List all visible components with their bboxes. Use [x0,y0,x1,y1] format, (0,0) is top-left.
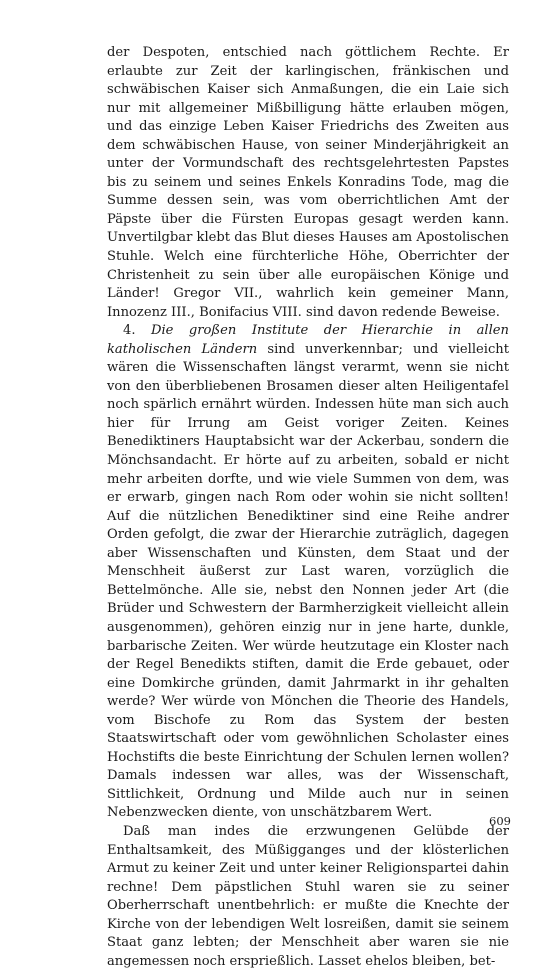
section-number: 4. [123,323,136,339]
book-page-text [107,44,509,971]
paragraph-geluebde: Daß man indes die erzwungenen Gelübde der Enthaltsamkeit, des Müßigganges und der klösterlichen Armut zu keiner Zeit und unter keiner Religionspartei dahin rechne! Dem päpstlichen Stuhl waren sie zu seiner Oberherrschaft unentbehrlich: er mußte die Knechte der Kirche von der lebendigen Welt losreißen, damit sie seinem Staat ganz lebten; der Menschheit aber waren sie nie angemessen noch ersprießlich. Lasset ehelos bleiben, bet- [107,823,509,969]
page-number: 609 [489,814,511,828]
paragraph-body: sind unverkennbar; und vielleicht wären die Wissenschaften längst verarmt, wenn sie nicht von den überbliebenen Brosamen dieser alten Heiligentafel noch spärlich ernährt würden. Indessen hüte man sich auch hier für Irrung am Geist voriger Zeiten. Keines Benediktiners Hauptabsicht war der Ackerbau, sondern die Mönchsandacht. Er hörte auf zu arbeiten, sobald er nicht mehr arbeiten dorfte, und wie viele Summen von dem, was er erwarb, gingen nach Rom oder wohin sie nicht sollten! Auf die nützlichen Benediktiner sind eine Reihe andrer Orden gefolgt, die zwar der Hierarchie zuträglich, dagegen aber Wissenschaften und Künsten, dem Staat und der Menschheit äußerst zur Last waren, vorzüglich die Bettelmönche. Alle sie, nebst den Nonnen jeder Art (die Brüder und Schwestern der Barmherzigkeit vielleicht allein ausgenommen), gehören einzig nur in jene harte, dunkle, barbarische Zeiten. Wer würde heutzutage ein Kloster nach der Regel Benedikts stiften, damit die Erde gebauet, oder eine Domkirche gründen, damit Jahrmarkt in ihr gehalten werde? Wer würde von Mönchen die Theorie des Handels, vom Bischofe zu Rom das System der besten Staatswirtschaft oder vom gewöhnlichen Scholaster eines Hochstifts die beste Einrichtung der Schulen lernen wollen? Damals indessen war alles, was der Wissenschaft, Sittlichkeit, Ordnung und Milde auch nur in seinen Nebenzwecken diente, von unschätzbarem Wert. [107,341,509,821]
paragraph-despoten: der Despoten, entschied nach göttlichem Rechte. Er erlaubte zur Zeit der karlingischen, fränkischen und schwäbischen Kaiser sich Anmaßungen, die ein Laie sich nur mit allgemeiner Mißbilligung hätte erlauben mögen, und das einzige Leben Kaiser Friedrichs des Zweiten aus dem schwäbischen Hause, von seiner Minderjährigkeit an unter der Vormundschaft des rechtsgelehrtesten Papstes bis zu seinem und seines Enkels Konradins Tode, mag die Summe dessen sein, was vom oberrichtlichen Amt der Päpste über die Fürsten Europas gesagt werden kann. Unvertilgbar klebt das Blut dieses Hauses am Apostolischen Stuhle. Welch eine fürchterliche Höhe, Oberrichter der Christenheit zu sein über alle europäischen Könige und Länder! Gregor VII., wahrlich kein gemeiner Mann, Innozenz III., Bonifacius VIII. sind davon redende Beweise. [107,45,509,320]
section-heading-italic: Die großen Institute der Hierarchie in allen katholischen Ländern [107,323,509,357]
paragraph-institute-hierarchie [107,322,509,823]
